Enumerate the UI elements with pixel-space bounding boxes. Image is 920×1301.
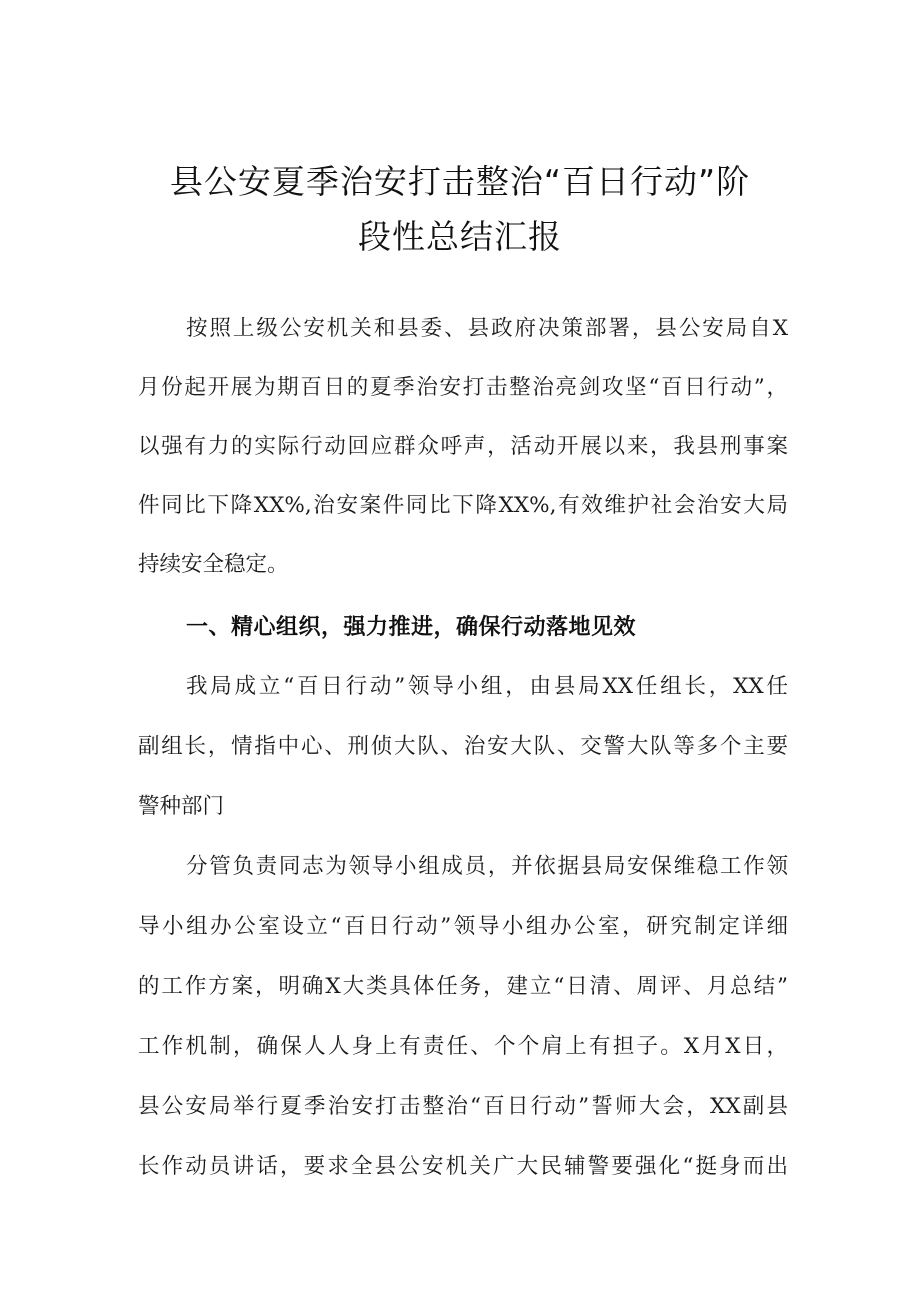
document-title-line-2: 段性总结汇报 — [358, 217, 562, 256]
paragraph-1-line-4: 件同比下降XX%,治安案件同比下降XX%,有效维护社会治安大局 — [138, 493, 788, 518]
paragraph-3-line-1: 分管负责同志为领导小组成员，并依据县局安保维稳工作领 — [186, 854, 788, 879]
paragraph-3-line-6: 长作动员讲话，要求全县公安机关广大民辅警要强化“挺身而出 — [138, 1154, 788, 1179]
paragraph-3-line-5: 县公安局举行夏季治安打击整治“百日行动”誓师大会，XX副县 — [138, 1094, 788, 1119]
paragraph-3-line-2: 导小组办公室设立“百日行动”领导小组办公室，研究制定详细 — [138, 914, 788, 939]
paragraph-3-line-4: 工作机制，确保人人身上有责任、个个肩上有担子。X月X日， — [138, 1034, 788, 1059]
document-title-line-1: 县公安夏季治安打击整治“百日行动”阶 — [169, 162, 751, 201]
paragraph-1-line-1: 按照上级公安机关和县委、县政府决策部署，县公安局自X — [186, 316, 788, 341]
section-heading-1: 一、精心组织，强力推进，确保行动落地见效 — [186, 615, 637, 640]
paragraph-2-line-3: 警种部门 — [138, 794, 225, 819]
paragraph-1-line-5: 持续安全稳定。 — [138, 552, 289, 577]
paragraph-3-line-3: 的工作方案，明确X大类具体任务，建立“日清、周评、月总结” — [138, 974, 788, 999]
paragraph-1-line-2: 月份起开展为期百日的夏季治安打击整治亮剑攻坚“百日行动”， — [138, 375, 788, 400]
paragraph-2-line-1: 我局成立“百日行动”领导小组，由县局XX任组长，XX任 — [186, 674, 788, 699]
paragraph-2-line-2: 副组长，情指中心、刑侦大队、治安大队、交警大队等多个主要 — [138, 734, 788, 759]
paragraph-1-line-3: 以强有力的实际行动回应群众呼声，活动开展以来，我县刑事案 — [138, 434, 788, 459]
